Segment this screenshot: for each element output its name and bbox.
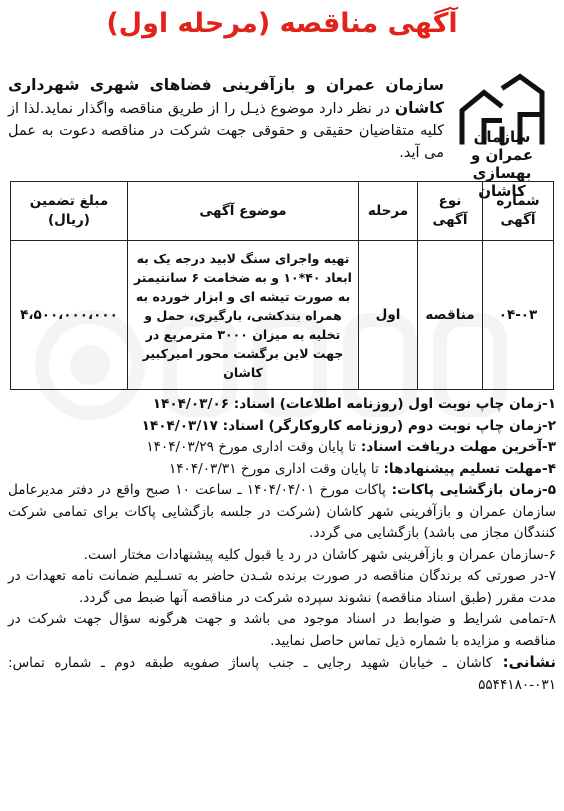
address-value: کاشان ـ خیابان شهید رجایی ـ جنب پاساژ صفویه طبقه دوم ـ شماره تماس: ۰۳۱-۵۵۴۴۱۸۰ — [8, 655, 556, 693]
list-item — [8, 480, 556, 545]
tender-table — [10, 181, 554, 390]
item3-value: تا پایان وقت اداری مورخ ۱۴۰۴/۰۳/۲۹ — [146, 439, 357, 455]
organization-name: سازمان عمران و بازآفرینی فضاهای شهری شهرداری کاشان — [8, 76, 445, 117]
item2-label: ۲-زمان چاپ نوبت دوم (روزنامه کاروکارگر) اسناد: — [217, 417, 556, 434]
item5-label: ۵-زمان بازگشایی پاکات: — [385, 482, 557, 498]
list-item: ۷-در صورتی که برندگان مناقصه در صورت برنده شـدن حاضر به تسـلیم ضمانت نامه تعهدات در مدت مقرر (طبق اسناد مناقصه) نشوند سپرده شرکت در مناقصه آنها ضبط می گردد. — [8, 568, 556, 606]
intro-body: در نظر دارد موضوع ذیـل را از طریق مناقصه واگذار نماید.لذا از کلیه متقاضیان حقیقی و حقوقی جهت شرکت در مناقصه دعوت به عمل می آید. — [8, 101, 444, 161]
header-number: شماره آگهی — [483, 182, 554, 241]
header-subject: موضوع آگهی — [128, 182, 359, 241]
cell-guarantee: ۴،۵۰۰،۰۰۰،۰۰۰ — [11, 241, 128, 390]
table-header-row — [11, 182, 554, 241]
list-item — [8, 437, 556, 459]
organization-logo-text: سازمان عمران و بهسازی کاشان — [470, 128, 534, 200]
header-guarantee: مبلغ تضمین (ریال) — [11, 182, 128, 241]
item4-label: ۴-مهلت تسلیم پیشنهادها: — [378, 460, 556, 477]
cell-stage: اول — [359, 241, 418, 390]
item1-value: ۱۴۰۴/۰۳/۰۶ — [152, 396, 230, 412]
address-line — [8, 652, 556, 696]
list-item: ۸-تمامی شرایط و ضوابط در اسناد موجود می باشد و جهت هرگونه سؤال جهت شرکت در مناقصه و مزایده با شماره ذیل تماس حاصل نمایید. — [8, 611, 556, 649]
intro-paragraph — [8, 74, 444, 164]
item1-label: ۱-زمان چاپ نوبت اول (روزنامه اطلاعات) اسناد: — [229, 396, 556, 412]
item5-value: پاکات مورخ ۱۴۰۴/۰۴/۰۱ ـ ساعت ۱۰ صبح واقع در دفتر مدیرعامل سازمان عمران و بازآفرینی شهر کاشان (شرکت در جلسه بازگشایی پاکات برای تمامی شرکت کنندگان مجاز می باشد) بازگشایی می گردد. — [8, 482, 556, 541]
list-item — [8, 416, 556, 438]
address-label: نشانی: — [492, 653, 557, 671]
item3-label: ۳-آخرین مهلت دریافت اسناد: — [356, 439, 556, 455]
cell-type: مناقصه — [418, 241, 483, 390]
table-row — [11, 241, 554, 390]
item4-value: تا پایان وقت اداری مورخ ۱۴۰۴/۰۳/۳۱ — [168, 460, 379, 477]
cell-number: ۰۴-۰۳ — [483, 241, 554, 390]
list-item — [8, 459, 556, 481]
notice-title: آگهی مناقصه (مرحله اول) — [106, 8, 458, 39]
cell-subject: تهیه واجرای سنگ لابید درجه یک به ابعاد ۴۰*۱۰ و به ضخامت ۶ سانتیمتر به صورت تیشه ای و ابزار خورده به همراه بندکشی، بارگیری، حمل و تخلیه به میزان ۳۰۰۰ مترمربع در جهت لاین برگشت محور امیرکبیر کاشان — [128, 241, 359, 390]
header-stage: مرحله — [359, 182, 418, 241]
item2-value: ۱۴۰۴/۰۳/۱۷ — [141, 417, 218, 434]
list-item: ۶-سازمان عمران و بازآفرینی شهر کاشان در رد یا قبول کلیه پیشنهادات مختار است. — [83, 546, 556, 563]
header-type: نوع آگهی — [418, 182, 483, 241]
conditions-list — [8, 394, 556, 696]
list-item — [8, 394, 556, 416]
